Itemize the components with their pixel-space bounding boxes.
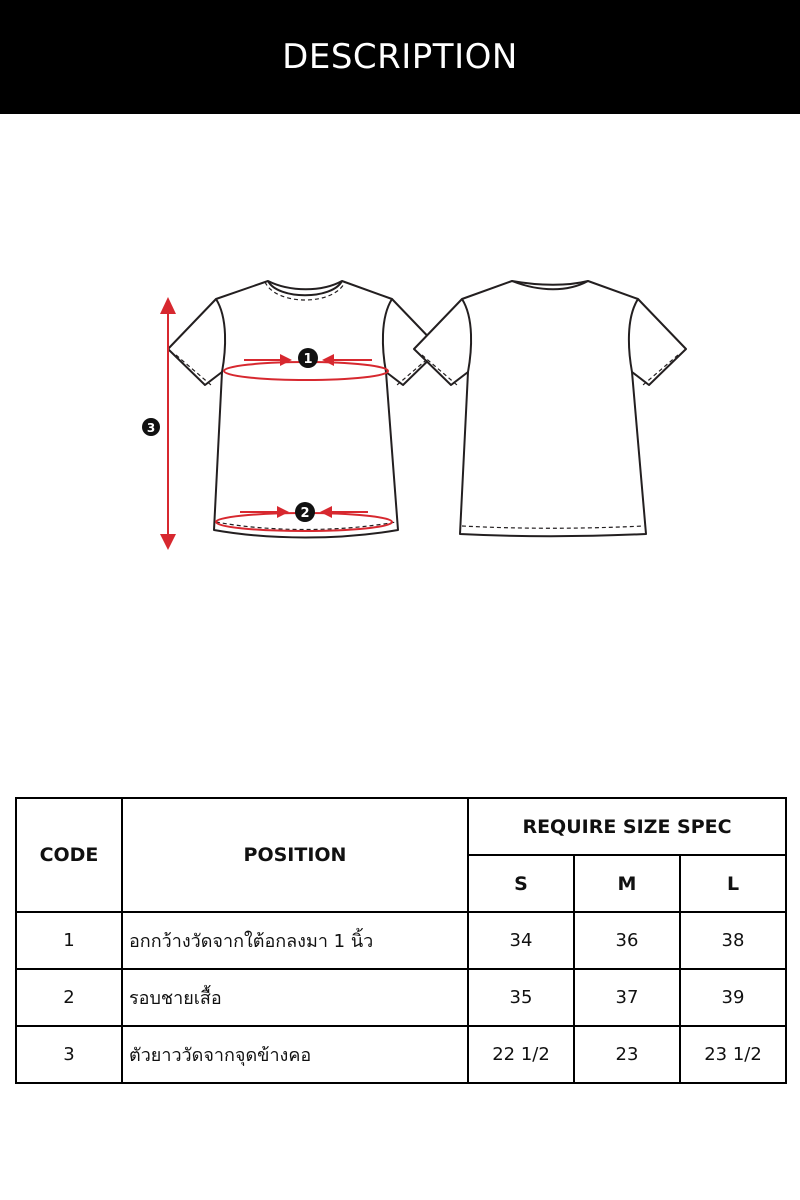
table-row — [16, 1026, 786, 1083]
row-position: ตัวยาววัดจากจุดข้างคอ — [122, 1026, 468, 1083]
header-bar — [0, 0, 800, 114]
row-code: 1 — [16, 912, 122, 969]
code-header: CODE — [16, 798, 122, 912]
size-spec-table — [15, 797, 787, 1084]
tshirt-front — [168, 281, 440, 538]
size-l-header: L — [680, 855, 786, 912]
page-title: DESCRIPTION — [282, 37, 518, 77]
tshirt-back — [414, 281, 686, 536]
row-position: อกกว้างวัดจากใต้อกลงมา 1 นิ้ว — [122, 912, 468, 969]
row-value-l: 38 — [680, 912, 786, 969]
row-value-s: 22 1/2 — [468, 1026, 574, 1083]
row-value-l: 23 1/2 — [680, 1026, 786, 1083]
row-value-m: 37 — [574, 969, 680, 1026]
spec-header: REQUIRE SIZE SPEC — [468, 798, 786, 855]
tshirt-diagram — [0, 240, 800, 580]
row-code: 3 — [16, 1026, 122, 1083]
marker-2: 2 — [300, 506, 310, 521]
marker-3: 3 — [146, 421, 156, 435]
position-header: POSITION — [122, 798, 468, 912]
row-code: 2 — [16, 969, 122, 1026]
size-s-header: S — [468, 855, 574, 912]
row-value-m: 23 — [574, 1026, 680, 1083]
table-row — [16, 969, 786, 1026]
row-value-m: 36 — [574, 912, 680, 969]
size-m-header: M — [574, 855, 680, 912]
row-value-l: 39 — [680, 969, 786, 1026]
row-position: รอบชายเสื้อ — [122, 969, 468, 1026]
row-value-s: 35 — [468, 969, 574, 1026]
marker-1: 1 — [303, 352, 313, 367]
row-value-s: 34 — [468, 912, 574, 969]
length-measure — [142, 297, 176, 550]
table-row — [16, 912, 786, 969]
